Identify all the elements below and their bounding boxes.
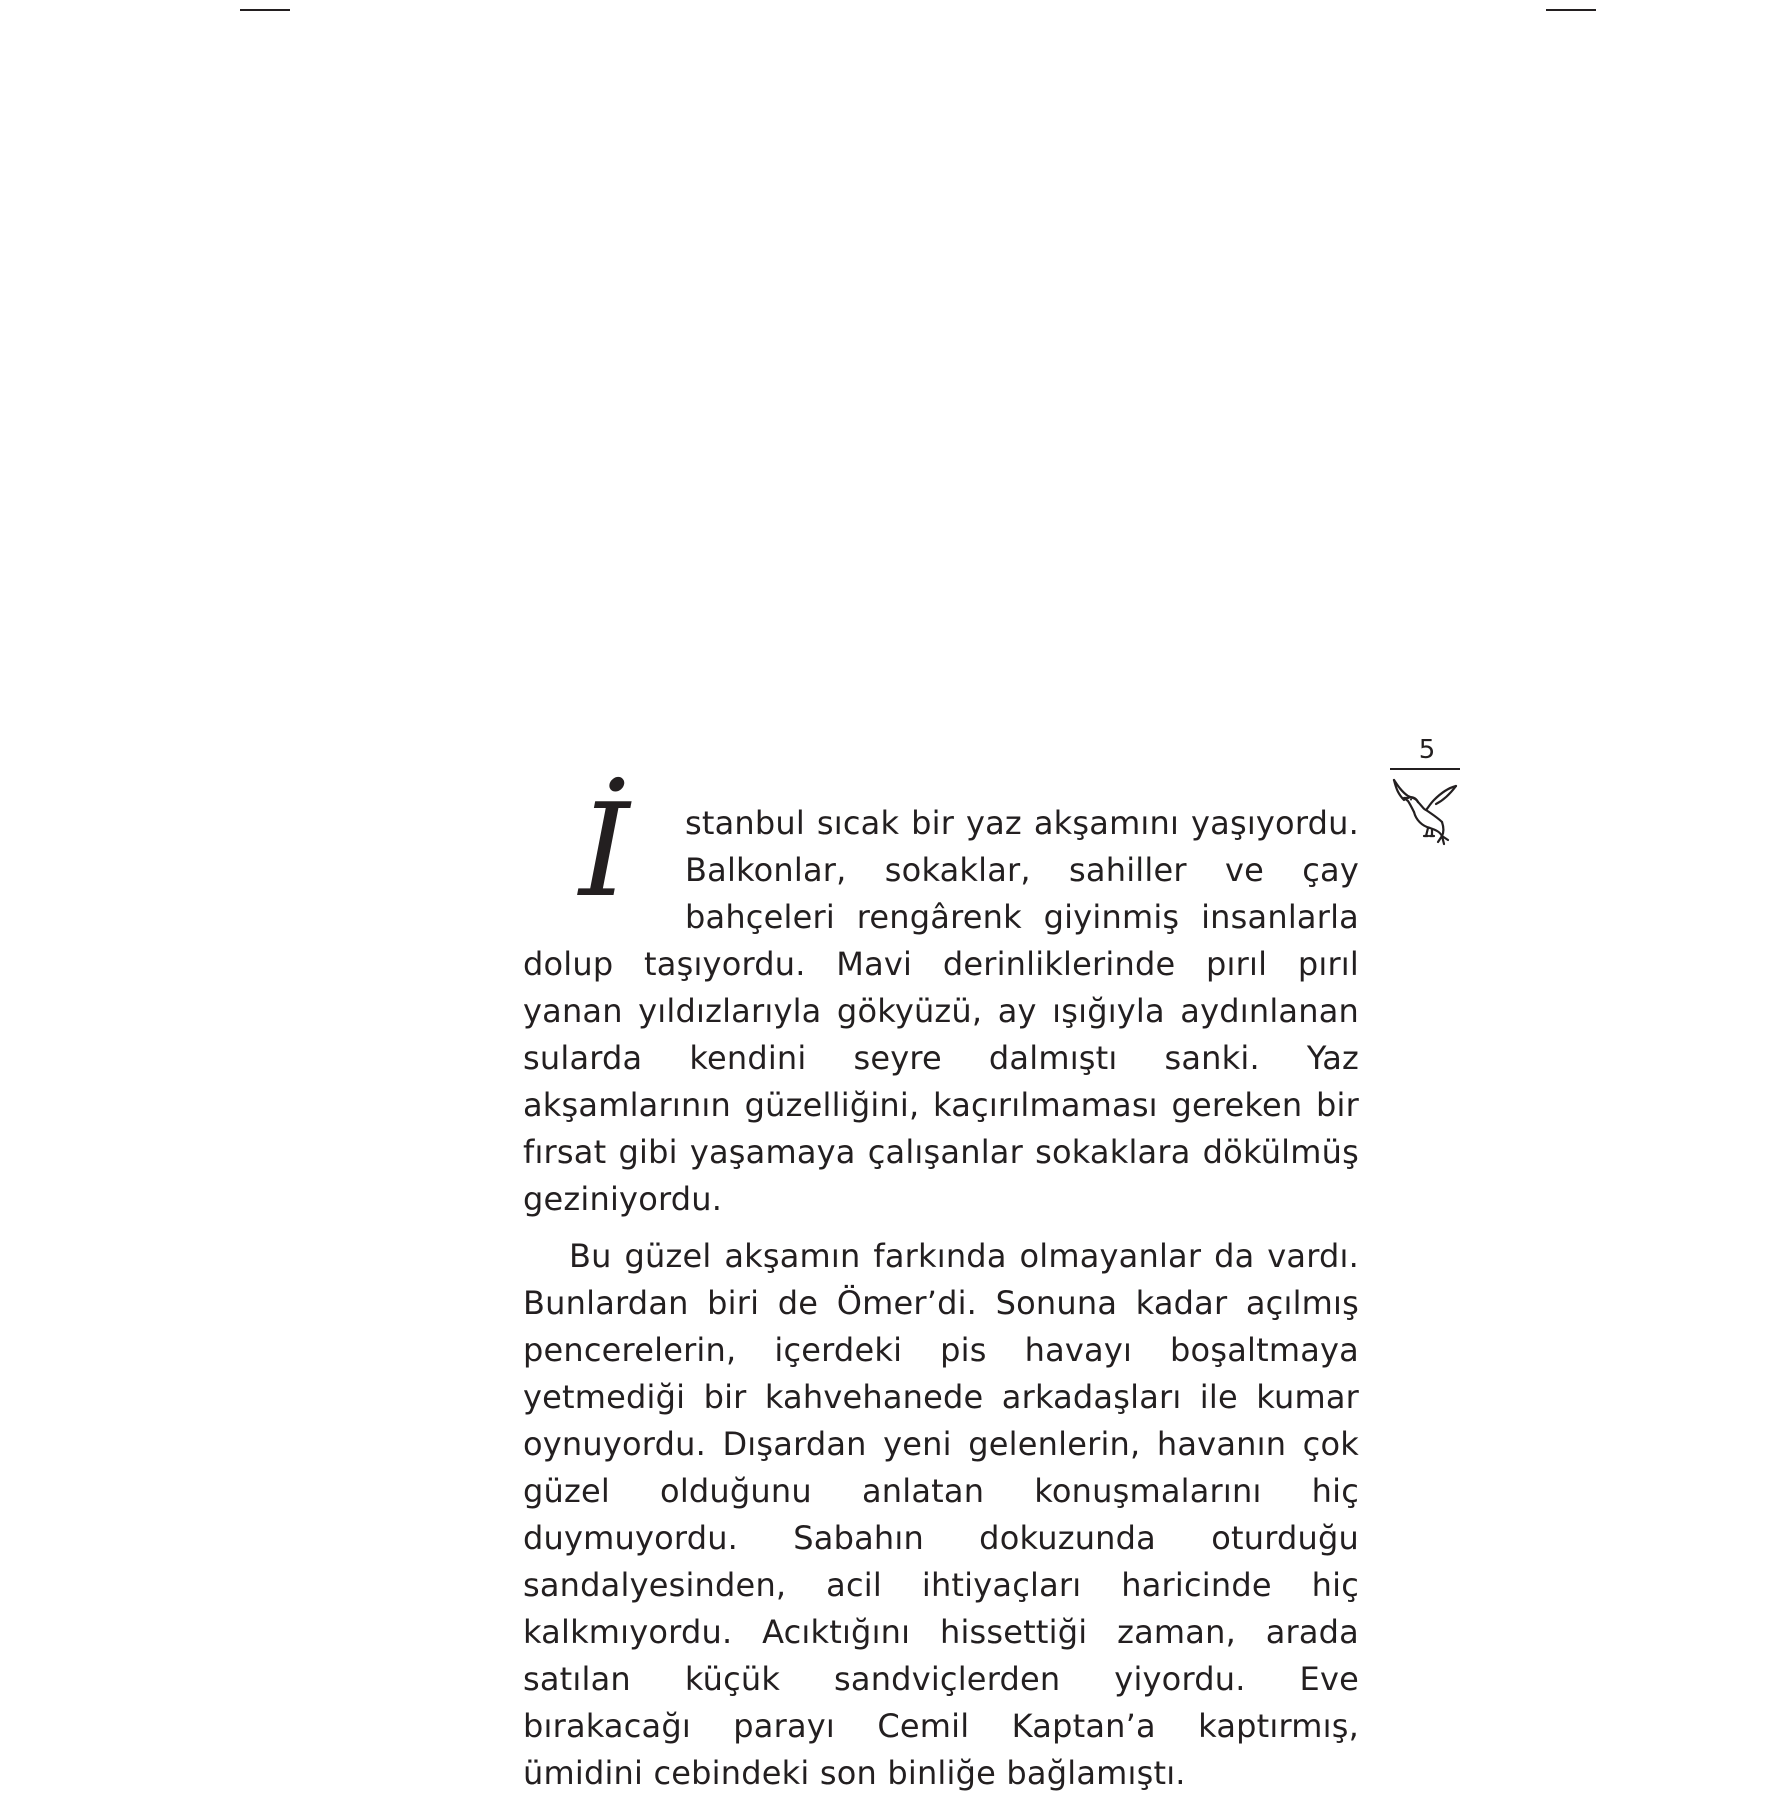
page-number-rule — [1390, 768, 1460, 770]
crop-mark-left — [240, 9, 290, 11]
paragraph-1 — [523, 777, 1359, 1223]
drop-cap: İ — [579, 777, 630, 926]
dove-icon — [1388, 776, 1458, 848]
paragraph-2: Bu güzel akşamın farkında olmayanlar da vardı. Bunlardan biri de Ömer’di. Sonuna kadar açılmış pencerelerin, içerdeki pis havayı boşaltmaya yetmediği bir kahvehanede arkadaşları ile kumar oynuyordu. Dışardan yeni gelenlerin, havanın çok güzel olduğunu anlatan konuşmalarını hiç duymuyordu. Sabahın dokuzunda oturduğu sandalyesinden, acil ihtiyaçları haricinde hiç kalkmıyordu. Acıktığını hissettiği zaman, arada satılan küçük sandviçlerden yiyordu. Eve bırakacağı parayı Cemil Kaptan’a kaptırmış, ümidini cebindeki son binliğe bağlamıştı. — [523, 1237, 1359, 1792]
crop-mark-right — [1546, 9, 1596, 11]
paragraph-1-text: stanbul sıcak bir yaz akşamını yaşıyordu. Balkonlar, sokaklar, sahiller ve çay bahçeleri rengârenk giyinmiş insanlarla dolup taşıyordu. Mavi derinliklerinde pırıl pırıl yanan yıldızlarıyla gökyüzü, ay ışığıyla aydınlanan sularda kendini seyre dalmıştı sanki. Yaz akşamlarının güzelliğini, kaçırılmaması gereken bir fırsat gibi yaşamaya çalışanlar sokaklara dökülmüş geziniyordu. — [523, 804, 1359, 1218]
chapter-text — [523, 777, 1359, 1797]
page-number: 5 — [1418, 735, 1436, 765]
